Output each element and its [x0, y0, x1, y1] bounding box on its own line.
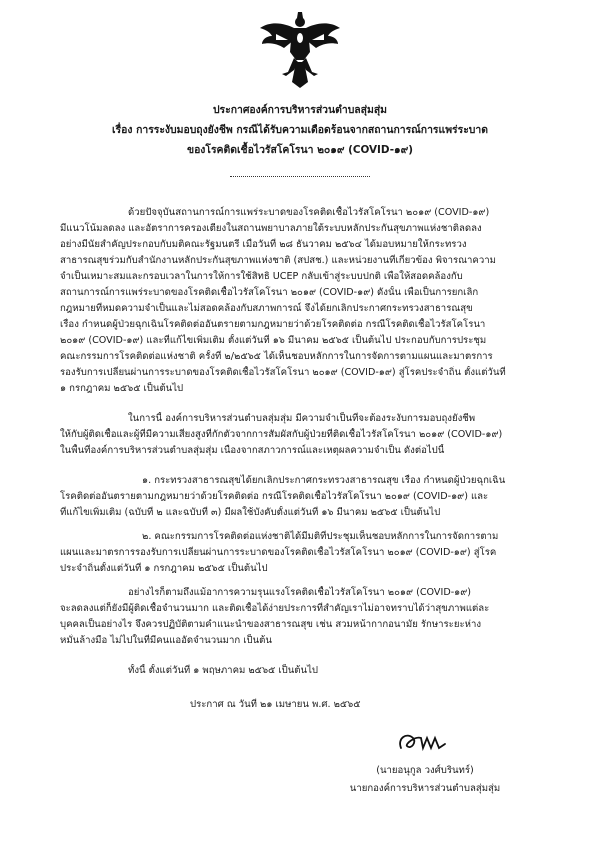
paragraph-1-line: ๒๐๑๙ (COVID-๑๙) และที่แก้ไขเพิ่มเติม ตั้งแต่วันที่ ๑๖ มีนาคม ๒๕๖๕ เป็นต้นไป ประกอบกับการประชุม	[60, 335, 487, 346]
paragraph-1-line: รองรับการเปลี่ยนผ่านการระบาดของโรคติดเชื้อไวรัสโคโรนา ๒๐๑๙ (COVID-๑๙) สู่โรคประจำถิ่น ตั้งแต่วันที่	[60, 367, 506, 378]
paragraph-1-line: อย่างมีนัยสำคัญประกอบกับมติคณะรัฐมนตรี เมื่อวันที่ ๒๘ ธันวาคม ๒๕๖๔ ได้มอบหมายให้กระทรวง	[60, 239, 467, 250]
paragraph-5-line: จะลดลงแต่ก็ยังมีผู้ติดเชื้อจำนวนมาก และติดเชื้อได้ง่ายประการที่สำคัญเราไม่อาจทราบได้ว่าสุขภาพแต่ละ	[60, 603, 490, 614]
paragraph-1-line: มีแนวโน้มลดลง และอัตราการครองเตียงในสถานพยาบาลภายใต้ระบบหลักประกันสุขภาพแห่งชาติลดลง	[60, 223, 482, 234]
paragraph-1-line: ๑ กรกฎาคม ๒๕๖๕ เป็นต้นไป	[60, 383, 184, 394]
effective-date: ทั้งนี้ ตั้งแต่วันที่ ๑ พฤษภาคม ๒๕๖๕ เป็นต้นไป	[128, 665, 318, 676]
paragraph-1-line: กฎหมายที่หมดความจำเป็นและไม่สอดคล้องกับสภาพการณ์ จึงได้ยกเลิกประกาศกระทรวงสาธารณสุข	[60, 303, 473, 314]
item-2-line: ๒. คณะกรรมการโรคติดต่อแห่งชาติได้มีมติที่ประชุมเห็นชอบหลักการในการจัดการตาม	[142, 531, 499, 542]
item-2-line: แผนและมาตรการรองรับการเปลี่ยนผ่านการระบาดของโรคติดเชื้อไวรัสโคโรนา ๒๐๑๙ (COVID-๑๙) สู่โรค	[60, 547, 497, 558]
signatory-position: นายกองค์การบริหารส่วนตำบลสุ่มสุ่ม	[349, 783, 501, 794]
title-divider	[230, 176, 370, 177]
paragraph-5-line: บุคคลเป็นอย่างไร จึงควรปฏิบัติตามคำแนะนำของสาธารณสุข เช่น สวมหน้ากากอนามัย รักษาระยะห่าง	[60, 619, 482, 630]
paragraph-1-line: คณะกรรมการโรคติดต่อแห่งชาติ ครั้งที่ ๒/๒๕๖๕ ได้เห็นชอบหลักการในการจัดการตามแผนและมาตรการ	[60, 351, 493, 362]
paragraph-5-line: อย่างไรก็ตามถึงแม้อาการความรุนแรงโรคติดเชื้อไวรัสโคโรนา ๒๐๑๙ (COVID-๑๙)	[128, 587, 472, 598]
paragraph-1-line: ด้วยปัจจุบันสถานการณ์การแพร่ระบาดของโรคติดเชื้อไวรัสโคโรนา ๒๐๑๙ (COVID-๑๙)	[128, 207, 490, 218]
paragraph-1-line: จำเป็นเหมาะสมและกรอบเวลาในการให้การใช้สิทธิ UCEP กลับเข้าสู่ระบบปกติ เพื่อให้สอดคล้องกับ	[60, 271, 463, 282]
title-line-1: ประกาศองค์การบริหารส่วนตำบลสุ่มสุ่ม	[212, 104, 388, 116]
item-1-line: ๑. กระทรวงสาธารณสุขได้ยกเลิกประกาศกระทรวงสาธารณสุข เรื่อง กำหนดผู้ป่วยฉุกเฉิน	[142, 475, 506, 486]
title-line-2: เรื่อง การระงับมอบถุงยังชีพ กรณีได้รับความเดือดร้อนจากสถานการณ์การแพร่ระบาด	[112, 124, 488, 136]
item-1-line: โรคติดต่ออันตรายตามกฎหมายว่าด้วยโรคติดต่อ กรณีโรคติดเชื้อไวรัสโคโรนา ๒๐๑๙ (COVID-๑๙) และ	[60, 491, 489, 502]
signature-block	[300, 764, 550, 796]
signatory-name: (นายอนุกูล วงศ์บรินทร์)	[376, 765, 474, 776]
paragraph-2-line: ในการนี้ องค์การบริหารส่วนตำบลสุ่มสุ่ม มีความจำเป็นที่จะต้องระงับการมอบถุงยังชีพ	[128, 413, 476, 424]
paragraph-2-line: ในพื้นที่องค์การบริหารส่วนตำบลสุ่มสุ่ม เนื่องจากสภาวการณ์และเหตุผลความจำเป็น ดังต่อไปนี้	[60, 445, 445, 456]
item-1-line: ที่แก้ไขเพิ่มเติม (ฉบับที่ ๒ และฉบับที่ ๓) มีผลใช้บังคับตั้งแต่วันที่ ๑๖ มีนาคม ๒๕๖๕ เป็นต้นไป	[60, 507, 441, 518]
announcement-title	[0, 100, 600, 160]
announcement-date: ประกาศ ณ วันที่ ๒๑ เมษายน พ.ศ. ๒๕๖๕	[190, 699, 361, 710]
paragraph-5-line: หมั่นล้างมือ ไม่ไปในที่มีคนแออัดจำนวนมาก เป็นต้น	[60, 635, 272, 646]
paragraph-1-line: สถานการณ์การแพร่ระบาดของโรคติดเชื้อไวรัสโคโรนา ๒๐๑๙ (COVID-๑๙) ดังนั้น เพื่อเป็นการยกเลิก	[60, 287, 479, 298]
paragraph-1-line: สาธารณสุขร่วมกับสำนักงานหลักประกันสุขภาพแห่งชาติ (สปสช.) และหน่วยงานที่เกี่ยวข้อง พิจารณาความ	[60, 255, 496, 266]
paragraph-2-line: ให้กับผู้ติดเชื้อและผู้ที่มีความเสี่ยงสูงที่กักตัวจากการสัมผัสกับผู้ป่วยที่ติดเชื้อไวรัสโคโรนา ๒๐๑๙ (COVID-๑๙)	[60, 429, 503, 440]
garuda-emblem-icon	[258, 10, 342, 90]
handwritten-signature	[395, 728, 455, 758]
paragraph-1-line: เรื่อง กำหนดผู้ป่วยฉุกเฉินโรคติดต่ออันตรายตามกฎหมายว่าด้วยโรคติดต่อ กรณีโรคติดเชื้อไวรัสโคโรนา	[60, 319, 486, 330]
title-line-3: ของโรคติดเชื้อไวรัสโคโรนา ๒๐๑๙ (COVID-๑๙)	[186, 144, 414, 156]
item-2-line: ประจำถิ่นตั้งแต่วันที่ ๑ กรกฎาคม ๒๕๖๕ เป็นต้นไป	[60, 563, 268, 574]
